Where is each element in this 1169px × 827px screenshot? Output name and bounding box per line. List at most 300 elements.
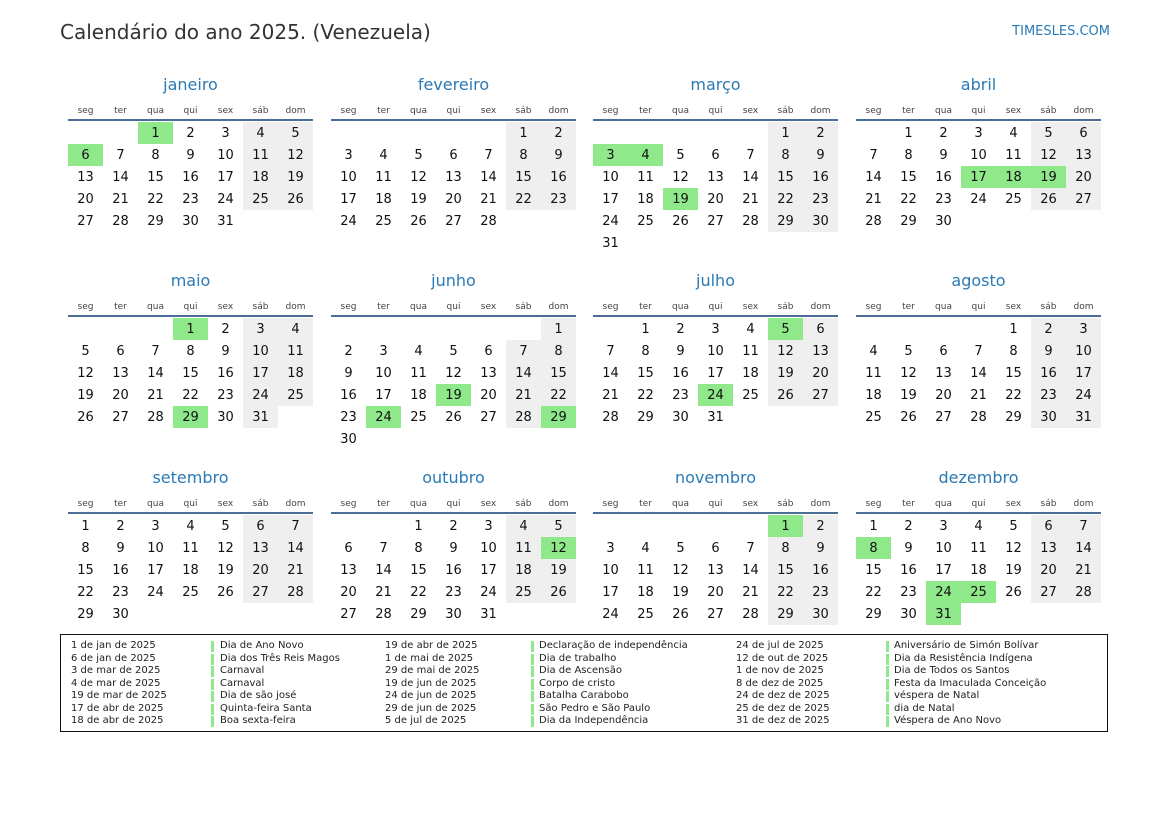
day-cell: 13 bbox=[1031, 537, 1066, 559]
day-cell: 30 bbox=[672, 409, 689, 425]
day-cell: 21 bbox=[602, 387, 619, 403]
holiday-date: 18 de abr de 2025 bbox=[71, 715, 164, 726]
day-cell: 25 bbox=[410, 409, 427, 425]
day-cell: 2 bbox=[803, 122, 838, 144]
holiday-date: 1 de mai de 2025 bbox=[385, 652, 474, 664]
holiday-date: 1 de jan de 2025 bbox=[71, 640, 156, 651]
day-cell: 11 bbox=[410, 365, 427, 381]
day-cell: 2 bbox=[541, 122, 576, 144]
day-cell: 30 bbox=[182, 213, 199, 229]
weekday-label: seg bbox=[602, 106, 619, 116]
weekday-label: sáb bbox=[1040, 499, 1057, 509]
weekday-label: qua bbox=[147, 106, 164, 116]
weekday-label: qua bbox=[147, 302, 164, 312]
day-cell: 16 bbox=[803, 559, 838, 581]
day-cell: 5 bbox=[449, 343, 458, 359]
day-cell: 9 bbox=[541, 144, 576, 166]
day-cell: 14 bbox=[278, 537, 313, 559]
day-cell: 2 bbox=[186, 125, 195, 141]
holiday-name: Corpo de cristo bbox=[539, 677, 616, 689]
day-cell: 17 bbox=[340, 191, 357, 207]
weekday-header bbox=[856, 98, 1101, 121]
day-cell: 2 bbox=[803, 515, 838, 537]
day-cell: 24 bbox=[602, 213, 619, 229]
day-cell: 3 bbox=[606, 540, 615, 556]
day-cell: 4 bbox=[379, 147, 388, 163]
day-cell: 8 bbox=[186, 343, 195, 359]
weekday-label: seg bbox=[77, 302, 94, 312]
weekday-label: seg bbox=[340, 302, 357, 312]
day-cell: 17 bbox=[1066, 362, 1101, 384]
holiday-date: 24 de dez de 2025 bbox=[736, 690, 830, 701]
empty-cell bbox=[593, 515, 628, 537]
day-cell: 21 bbox=[147, 387, 164, 403]
day-cell: 22 bbox=[900, 191, 917, 207]
day-cell: 26 bbox=[768, 384, 803, 406]
day-cell: 17 bbox=[217, 169, 234, 185]
day-cell: 17 bbox=[375, 387, 392, 403]
weekday-label: seg bbox=[602, 302, 619, 312]
day-cell: 13 bbox=[707, 169, 724, 185]
days-grid bbox=[331, 122, 576, 232]
day-cell: 25 bbox=[865, 409, 882, 425]
legend-row bbox=[61, 665, 1101, 678]
day-cell: 20 bbox=[340, 584, 357, 600]
day-cell: 15 bbox=[182, 365, 199, 381]
weekday-label: ter bbox=[114, 499, 127, 509]
day-cell: 30 bbox=[112, 606, 129, 622]
day-cell: 3 bbox=[243, 318, 278, 340]
month-agosto bbox=[856, 268, 1101, 428]
month-novembro bbox=[593, 465, 838, 625]
day-cell: 28 bbox=[147, 409, 164, 425]
day-cell: 28 bbox=[112, 213, 129, 229]
holiday-date: 29 de mai de 2025 bbox=[385, 665, 480, 676]
holiday-date: 25 de dez de 2025 bbox=[736, 702, 830, 714]
day-cell: 3 bbox=[974, 125, 983, 141]
weekday-header bbox=[593, 491, 838, 514]
day-cell: 16 bbox=[182, 169, 199, 185]
day-cell: 8 bbox=[768, 144, 803, 166]
empty-cell bbox=[436, 122, 471, 144]
day-cell: 13 bbox=[935, 365, 952, 381]
empty-cell bbox=[68, 318, 103, 340]
empty-cell bbox=[103, 318, 138, 340]
day-cell: 31 bbox=[602, 235, 619, 251]
empty-cell bbox=[471, 122, 506, 144]
weekday-label: qua bbox=[935, 499, 952, 509]
day-cell: 7 bbox=[869, 147, 878, 163]
weekday-label: sex bbox=[480, 106, 497, 116]
holiday-date: 19 de jun de 2025 bbox=[385, 677, 477, 689]
day-cell: 19 bbox=[541, 559, 576, 581]
day-cell: 26 bbox=[77, 409, 94, 425]
day-cell: 13 bbox=[707, 562, 724, 578]
weekday-header bbox=[68, 491, 313, 514]
day-cell: 31 bbox=[707, 409, 724, 425]
day-cell: 6 bbox=[711, 147, 720, 163]
day-cell: 7 bbox=[116, 147, 125, 163]
day-cell: 27 bbox=[445, 213, 462, 229]
weekday-label: sex bbox=[217, 499, 234, 509]
empty-cell bbox=[366, 122, 401, 144]
day-cell: 11 bbox=[182, 540, 199, 556]
holiday-day-cell: 1 bbox=[173, 318, 208, 340]
holiday-day-cell: 8 bbox=[856, 537, 891, 559]
day-cell: 2 bbox=[1031, 318, 1066, 340]
holiday-color-marker bbox=[886, 641, 889, 652]
day-cell: 9 bbox=[1031, 340, 1066, 362]
holiday-day-cell: 1 bbox=[138, 122, 173, 144]
day-cell: 22 bbox=[77, 584, 94, 600]
days-grid bbox=[856, 515, 1101, 625]
day-cell: 1 bbox=[506, 122, 541, 144]
day-cell: 22 bbox=[768, 581, 803, 603]
holiday-day-cell: 24 bbox=[698, 384, 733, 406]
empty-cell bbox=[961, 318, 996, 340]
weekday-label: sex bbox=[742, 106, 759, 116]
day-cell: 26 bbox=[445, 409, 462, 425]
day-cell: 28 bbox=[278, 581, 313, 603]
day-cell: 23 bbox=[672, 387, 689, 403]
day-cell: 7 bbox=[1066, 515, 1101, 537]
weekday-label: seg bbox=[340, 106, 357, 116]
month-janeiro bbox=[68, 72, 313, 232]
day-cell: 28 bbox=[970, 409, 987, 425]
day-cell: 10 bbox=[147, 540, 164, 556]
weekday-label: sáb bbox=[515, 499, 532, 509]
day-cell: 11 bbox=[278, 340, 313, 362]
holiday-name: Dia da Resistência Indígena bbox=[894, 652, 1033, 664]
holiday-day-cell: 19 bbox=[1031, 166, 1066, 188]
day-cell: 19 bbox=[217, 562, 234, 578]
holiday-day-cell: 1 bbox=[768, 515, 803, 537]
day-cell: 13 bbox=[243, 537, 278, 559]
day-cell: 27 bbox=[77, 213, 94, 229]
day-cell: 16 bbox=[672, 365, 689, 381]
empty-cell bbox=[331, 318, 366, 340]
day-cell: 8 bbox=[768, 537, 803, 559]
holiday-day-cell: 31 bbox=[926, 603, 961, 625]
weekday-label: qui bbox=[708, 499, 723, 509]
weekday-label: seg bbox=[77, 499, 94, 509]
day-cell: 29 bbox=[77, 606, 94, 622]
weekday-label: seg bbox=[865, 106, 882, 116]
weekday-label: ter bbox=[902, 106, 915, 116]
weekday-label: ter bbox=[639, 499, 652, 509]
weekday-header bbox=[68, 98, 313, 121]
weekday-label: qui bbox=[446, 302, 461, 312]
day-cell: 14 bbox=[1066, 537, 1101, 559]
day-cell: 24 bbox=[1066, 384, 1101, 406]
day-cell: 22 bbox=[865, 584, 882, 600]
day-cell: 4 bbox=[869, 343, 878, 359]
day-cell: 10 bbox=[217, 147, 234, 163]
day-cell: 7 bbox=[379, 540, 388, 556]
weekday-label: qua bbox=[410, 106, 427, 116]
day-cell: 20 bbox=[77, 191, 94, 207]
weekday-label: qui bbox=[971, 499, 986, 509]
day-cell: 16 bbox=[112, 562, 129, 578]
day-cell: 23 bbox=[217, 387, 234, 403]
weekday-label: dom bbox=[548, 499, 569, 509]
day-cell: 15 bbox=[410, 562, 427, 578]
day-cell: 7 bbox=[151, 343, 160, 359]
day-cell: 6 bbox=[116, 343, 125, 359]
weekday-label: ter bbox=[639, 302, 652, 312]
day-cell: 14 bbox=[742, 562, 759, 578]
day-cell: 2 bbox=[221, 321, 230, 337]
day-cell: 10 bbox=[602, 169, 619, 185]
day-cell: 24 bbox=[340, 213, 357, 229]
day-cell: 18 bbox=[742, 365, 759, 381]
day-cell: 2 bbox=[449, 518, 458, 534]
weekday-label: qui bbox=[183, 302, 198, 312]
day-cell: 11 bbox=[375, 169, 392, 185]
day-cell: 14 bbox=[375, 562, 392, 578]
day-cell: 22 bbox=[147, 191, 164, 207]
day-cell: 21 bbox=[970, 387, 987, 403]
weekday-label: dom bbox=[810, 106, 831, 116]
day-cell: 17 bbox=[147, 562, 164, 578]
weekday-label: sáb bbox=[1040, 302, 1057, 312]
day-cell: 27 bbox=[707, 606, 724, 622]
holiday-day-cell: 19 bbox=[436, 384, 471, 406]
day-cell: 18 bbox=[375, 191, 392, 207]
day-cell: 9 bbox=[803, 537, 838, 559]
day-cell: 27 bbox=[935, 409, 952, 425]
day-cell: 15 bbox=[1005, 365, 1022, 381]
weekday-label: sex bbox=[1005, 499, 1022, 509]
day-cell: 23 bbox=[900, 584, 917, 600]
day-cell: 8 bbox=[541, 340, 576, 362]
day-cell: 22 bbox=[506, 188, 541, 210]
holiday-date: 24 de jun de 2025 bbox=[385, 690, 477, 701]
holiday-day-cell: 19 bbox=[663, 188, 698, 210]
day-cell: 6 bbox=[1066, 122, 1101, 144]
day-cell: 9 bbox=[676, 343, 685, 359]
day-cell: 4 bbox=[186, 518, 195, 534]
day-cell: 21 bbox=[375, 584, 392, 600]
day-cell: 24 bbox=[243, 384, 278, 406]
empty-cell bbox=[698, 515, 733, 537]
holiday-date: 29 de jun de 2025 bbox=[385, 702, 477, 714]
month-março bbox=[593, 72, 838, 254]
day-cell: 11 bbox=[506, 537, 541, 559]
weekday-label: seg bbox=[865, 302, 882, 312]
day-cell: 10 bbox=[970, 147, 987, 163]
day-cell: 29 bbox=[768, 210, 803, 232]
day-cell: 25 bbox=[182, 584, 199, 600]
day-cell: 15 bbox=[147, 169, 164, 185]
day-cell: 30 bbox=[803, 210, 838, 232]
day-cell: 20 bbox=[1066, 166, 1101, 188]
holiday-color-marker bbox=[886, 716, 889, 727]
days-grid bbox=[856, 122, 1101, 232]
day-cell: 27 bbox=[1066, 188, 1101, 210]
month-name: junho bbox=[431, 271, 476, 290]
day-cell: 10 bbox=[935, 540, 952, 556]
empty-cell bbox=[138, 318, 173, 340]
day-cell: 14 bbox=[480, 169, 497, 185]
weekday-label: qua bbox=[410, 499, 427, 509]
weekday-label: qui bbox=[971, 302, 986, 312]
day-cell: 25 bbox=[1005, 191, 1022, 207]
day-cell: 3 bbox=[939, 518, 948, 534]
weekday-label: ter bbox=[639, 106, 652, 116]
day-cell: 18 bbox=[278, 362, 313, 384]
weekday-label: sex bbox=[217, 106, 234, 116]
weekday-label: sex bbox=[742, 302, 759, 312]
day-cell: 3 bbox=[379, 343, 388, 359]
holiday-day-cell: 17 bbox=[961, 166, 996, 188]
holiday-name: Carnaval bbox=[220, 665, 265, 676]
day-cell: 20 bbox=[480, 387, 497, 403]
day-cell: 27 bbox=[1031, 581, 1066, 603]
holiday-name: Festa da Imaculada Conceição bbox=[894, 677, 1047, 689]
day-cell: 17 bbox=[243, 362, 278, 384]
day-cell: 13 bbox=[1066, 144, 1101, 166]
day-cell: 30 bbox=[900, 606, 917, 622]
day-cell: 22 bbox=[637, 387, 654, 403]
weekday-label: dom bbox=[285, 106, 306, 116]
weekday-label: qui bbox=[183, 106, 198, 116]
day-cell: 12 bbox=[1031, 144, 1066, 166]
day-cell: 10 bbox=[707, 343, 724, 359]
weekday-label: dom bbox=[810, 302, 831, 312]
day-cell: 22 bbox=[182, 387, 199, 403]
day-cell: 5 bbox=[676, 147, 685, 163]
weekday-header bbox=[68, 294, 313, 317]
page-title: Calendário do ano 2025. (Venezuela) bbox=[60, 20, 431, 44]
day-cell: 3 bbox=[344, 147, 353, 163]
day-cell: 6 bbox=[711, 540, 720, 556]
day-cell: 9 bbox=[449, 540, 458, 556]
holiday-name: Boa sexta-feira bbox=[220, 715, 296, 726]
day-cell: 2 bbox=[939, 125, 948, 141]
day-cell: 10 bbox=[243, 340, 278, 362]
day-cell: 29 bbox=[1005, 409, 1022, 425]
holiday-name: véspera de Natal bbox=[894, 690, 980, 701]
holiday-name: Dia de Ascensão bbox=[539, 665, 622, 676]
day-cell: 12 bbox=[1005, 540, 1022, 556]
days-grid bbox=[68, 515, 313, 625]
month-name: agosto bbox=[951, 271, 1006, 290]
day-cell: 9 bbox=[186, 147, 195, 163]
day-cell: 5 bbox=[278, 122, 313, 144]
day-cell: 11 bbox=[970, 540, 987, 556]
weekday-label: ter bbox=[377, 499, 390, 509]
day-cell: 8 bbox=[904, 147, 913, 163]
day-cell: 13 bbox=[445, 169, 462, 185]
day-cell: 17 bbox=[602, 191, 619, 207]
day-cell: 9 bbox=[904, 540, 913, 556]
day-cell: 1 bbox=[869, 518, 878, 534]
day-cell: 1 bbox=[81, 518, 90, 534]
day-cell: 13 bbox=[340, 562, 357, 578]
day-cell: 20 bbox=[707, 584, 724, 600]
day-cell: 13 bbox=[803, 340, 838, 362]
day-cell: 18 bbox=[182, 562, 199, 578]
site-link[interactable]: TIMESLES.COM bbox=[1012, 24, 1110, 39]
weekday-label: ter bbox=[114, 106, 127, 116]
day-cell: 28 bbox=[602, 409, 619, 425]
day-cell: 9 bbox=[221, 343, 230, 359]
day-cell: 20 bbox=[1031, 559, 1066, 581]
day-cell: 19 bbox=[278, 166, 313, 188]
holiday-date: 5 de jul de 2025 bbox=[385, 715, 467, 726]
holiday-date: 8 de dez de 2025 bbox=[736, 677, 824, 689]
day-cell: 20 bbox=[243, 559, 278, 581]
day-cell: 7 bbox=[974, 343, 983, 359]
weekday-label: qui bbox=[446, 106, 461, 116]
day-cell: 26 bbox=[1005, 584, 1022, 600]
holiday-date: 12 de out de 2025 bbox=[736, 652, 829, 664]
weekday-header bbox=[593, 294, 838, 317]
day-cell: 26 bbox=[541, 581, 576, 603]
day-cell: 18 bbox=[506, 559, 541, 581]
holiday-name: Batalha Carabobo bbox=[539, 690, 629, 701]
month-name: setembro bbox=[152, 468, 229, 487]
holiday-name: Quinta-feira Santa bbox=[220, 702, 312, 714]
weekday-label: ter bbox=[902, 302, 915, 312]
day-cell: 9 bbox=[803, 144, 838, 166]
weekday-label: sáb bbox=[777, 499, 794, 509]
days-grid bbox=[68, 122, 313, 232]
day-cell: 12 bbox=[672, 169, 689, 185]
day-cell: 27 bbox=[340, 606, 357, 622]
day-cell: 14 bbox=[147, 365, 164, 381]
legend-row bbox=[61, 640, 1101, 653]
day-cell: 22 bbox=[768, 188, 803, 210]
day-cell: 4 bbox=[278, 318, 313, 340]
day-cell: 15 bbox=[768, 559, 803, 581]
day-cell: 4 bbox=[414, 343, 423, 359]
empty-cell bbox=[628, 515, 663, 537]
day-cell: 6 bbox=[243, 515, 278, 537]
day-cell: 19 bbox=[672, 584, 689, 600]
day-cell: 31 bbox=[217, 213, 234, 229]
day-cell: 1 bbox=[768, 122, 803, 144]
empty-cell bbox=[506, 318, 541, 340]
month-fevereiro bbox=[331, 72, 576, 232]
weekday-label: qui bbox=[708, 106, 723, 116]
month-name: outubro bbox=[422, 468, 485, 487]
empty-cell bbox=[733, 122, 768, 144]
weekday-label: qui bbox=[183, 499, 198, 509]
day-cell: 25 bbox=[637, 213, 654, 229]
holiday-date: 19 de abr de 2025 bbox=[385, 640, 478, 651]
day-cell: 26 bbox=[1031, 188, 1066, 210]
day-cell: 24 bbox=[217, 191, 234, 207]
empty-cell bbox=[331, 515, 366, 537]
day-cell: 23 bbox=[803, 581, 838, 603]
holiday-name: Dia de são josé bbox=[220, 690, 297, 701]
holiday-day-cell: 24 bbox=[926, 581, 961, 603]
weekday-label: dom bbox=[810, 499, 831, 509]
weekday-label: qua bbox=[147, 499, 164, 509]
day-cell: 30 bbox=[340, 431, 357, 447]
day-cell: 16 bbox=[541, 166, 576, 188]
day-cell: 23 bbox=[340, 409, 357, 425]
day-cell: 4 bbox=[746, 321, 755, 337]
holiday-date: 24 de jul de 2025 bbox=[736, 640, 824, 651]
day-cell: 11 bbox=[742, 343, 759, 359]
weekday-header bbox=[593, 98, 838, 121]
day-cell: 11 bbox=[637, 562, 654, 578]
day-cell: 30 bbox=[935, 213, 952, 229]
holiday-date: 4 de mar de 2025 bbox=[71, 677, 161, 689]
